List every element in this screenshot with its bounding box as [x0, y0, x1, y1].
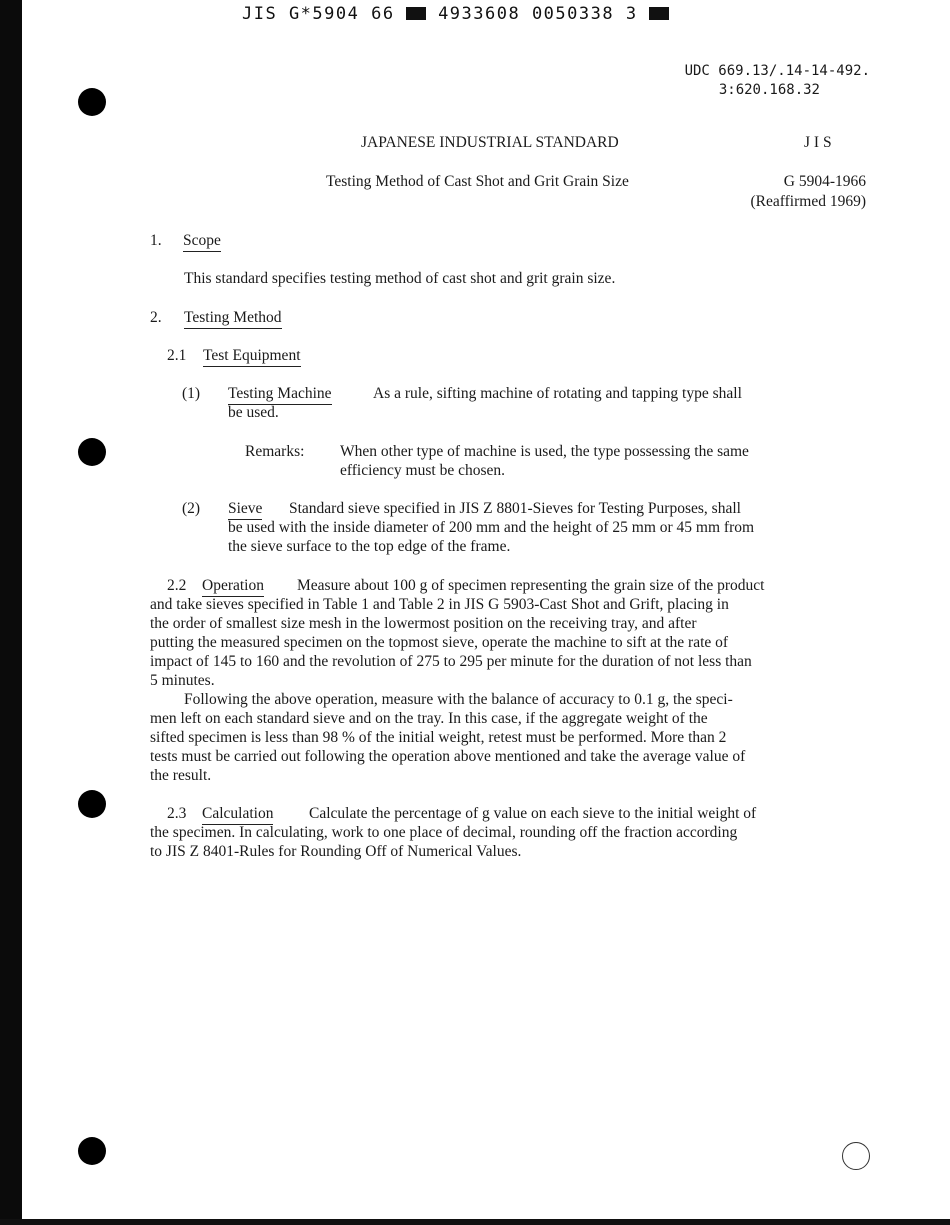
punch-hole [78, 1137, 106, 1165]
section-1-number: 1. [150, 232, 162, 249]
section-1-text: This standard specifies testing method of cast shot and grit grain size. [184, 270, 616, 287]
punch-hole [78, 438, 106, 466]
section-2-title: Testing Method [184, 308, 282, 329]
operation-line-4: putting the measured specimen on the topmost sieve, operate the machine to sift at the rate of [150, 634, 729, 651]
operation-p2-line-4: tests must be carried out following the operation above mentioned and take the average value of [150, 748, 746, 765]
item-2-line-3: the sieve surface to the top edge of the frame. [228, 538, 511, 555]
udc-line-2: 3:620.168.32 [718, 82, 820, 98]
reaffirmed-year: (Reaffirmed 1969) [750, 193, 866, 210]
operation-p2-line-3: sifted specimen is less than 98 % of the initial weight, retest must be performed. More than 2 [150, 729, 727, 746]
item-2-title: Sieve [228, 499, 262, 520]
standard-number: G 5904-1966 [783, 173, 866, 190]
header-code-left: JIS G*5904 66 [242, 4, 395, 24]
scan-left-edge [0, 0, 22, 1225]
remarks-label: Remarks: [245, 443, 305, 460]
udc-line-1: UDC 669.13/.14-14-492. [684, 63, 870, 79]
section-2-1-number: 2.1 [167, 347, 187, 364]
circle-mark-icon [842, 1142, 870, 1170]
operation-line-1: Measure about 100 g of specimen representing the grain size of the product [297, 577, 765, 594]
remarks-line-2: efficiency must be chosen. [340, 462, 505, 479]
section-2-2-number: 2.2 [167, 577, 187, 594]
calculation-line-1: Calculate the percentage of g value on each sieve to the initial weight of [309, 805, 757, 822]
item-1-number: (1) [182, 385, 201, 402]
operation-p2-line-1: Following the above operation, measure with the balance of accuracy to 0.1 g, the speci- [184, 691, 733, 708]
remarks-line-1: When other type of machine is used, the type possessing the same [340, 443, 749, 460]
item-2-number: (2) [182, 500, 201, 517]
operation-p2-line-5: the result. [150, 767, 212, 784]
header-code-right: 4933608 0050338 3 [438, 4, 638, 24]
operation-line-2: and take sieves specified in Table 1 and Table 2 in JIS G 5903-Cast Shot and Grift, placing in [150, 596, 729, 613]
item-1-title: Testing Machine [228, 384, 332, 405]
standard-org: JAPANESE INDUSTRIAL STANDARD [361, 134, 619, 151]
scan-bottom-edge [0, 1219, 950, 1225]
item-2-line-1: Standard sieve specified in JIS Z 8801-Sieves for Testing Purposes, shall [289, 500, 741, 517]
operation-line-6: 5 minutes. [150, 672, 215, 689]
operation-line-3: the order of smallest size mesh in the lowermost position on the receiving tray, and after [150, 615, 697, 632]
calculation-line-2: the specimen. In calculating, work to one place of decimal, rounding off the fraction according [150, 824, 738, 841]
barcode-block-icon [649, 7, 669, 20]
document-code-header [242, 4, 669, 24]
barcode-block-icon [406, 7, 426, 20]
operation-line-5: impact of 145 to 160 and the revolution of 275 to 295 per minute for the duration of not less than [150, 653, 752, 670]
item-1-text-2: be used. [228, 404, 279, 421]
section-2-1-title: Test Equipment [203, 346, 301, 367]
operation-p2-line-2: men left on each standard sieve and on the tray. In this case, if the aggregate weight of the [150, 710, 708, 727]
section-2-3-title: Calculation [202, 804, 273, 825]
punch-hole [78, 790, 106, 818]
item-1-text-1: As a rule, sifting machine of rotating and tapping type shall [373, 385, 742, 402]
udc-classification [685, 62, 870, 100]
item-2-line-2: be used with the inside diameter of 200 mm and the height of 25 mm or 45 mm from [228, 519, 755, 536]
jis-code: J I S [804, 134, 832, 151]
section-2-3-number: 2.3 [167, 805, 187, 822]
section-2-2-title: Operation [202, 576, 264, 597]
standard-title: Testing Method of Cast Shot and Grit Grain Size [326, 173, 629, 190]
section-2-number: 2. [150, 309, 162, 326]
calculation-line-3: to JIS Z 8401-Rules for Rounding Off of Numerical Values. [150, 843, 522, 860]
section-1-title: Scope [183, 231, 221, 252]
punch-hole [78, 88, 106, 116]
